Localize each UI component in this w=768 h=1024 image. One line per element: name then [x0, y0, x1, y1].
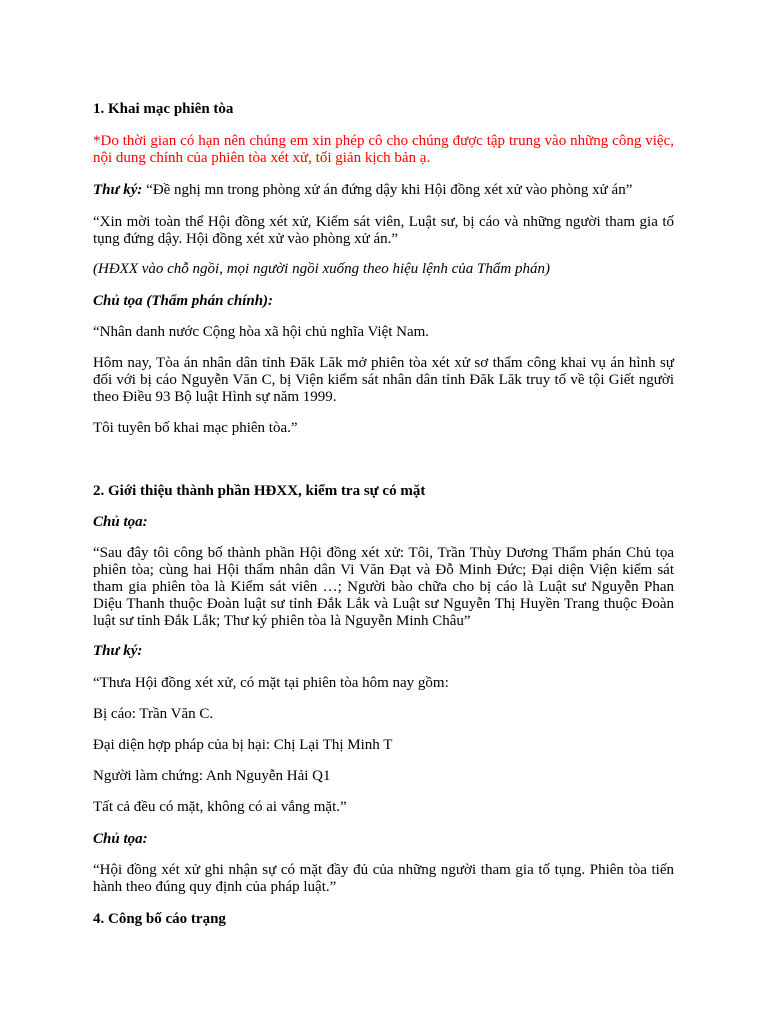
declare-paragraph: “Nhân danh nước Cộng hòa xã hội chủ nghĩa Việt Nam.: [93, 324, 430, 340]
confirm-paragraph: “Hội đồng xét xử ghi nhận sự có mặt đầy đủ của những người tham gia tố tụng. Phiên tòa tiến hành theo đúng quy định của pháp luật.”: [93, 862, 674, 895]
invite-paragraph: “Xin mời toàn thể Hội đồng xét xử, Kiểm sát viên, Luật sư, bị cáo và những người tham gia tố tụng đứng dậy. Hội đồng xét xử vào phòng xử án.”: [93, 214, 674, 247]
speaker-label-presiding: Chủ tọa (Thẩm phán chính):: [93, 293, 274, 309]
witness-line: Người làm chứng: Anh Nguyễn Hải Q1: [93, 768, 331, 784]
today-paragraph: Hôm nay, Tòa án nhân dân tỉnh Đăk Lăk mở phiên tòa xét xử sơ thẩm công khai vụ án hình sự đối với bị cáo Nguyễn Văn C, bị Viện kiểm sát nhân dân tỉnh Đăk Lăk truy tố về tội Giết người theo Điều 93 Bộ luật Hình sự năm 1999.: [93, 355, 674, 405]
secretary-speech: “Đề nghị mn trong phòng xử án đứng dậy khi Hội đồng xét xử vào phòng xử án”: [142, 182, 633, 198]
announce-paragraph: “Sau đây tôi công bố thành phần Hội đồng xét xử: Tôi, Trần Thùy Dương Thẩm phán Chủ tọa phiên tòa; cùng hai Hội thẩm nhân dân Vi Văn Đạt và Đỗ Minh Đức; Đại diện Viện kiểm sát tham gia phiên tòa là Kiểm sát viên …; Người bào chữa cho bị cáo là Luật sư Nguyễn Phan Diệu Thanh thuộc Đoàn luật sư tỉnh Đắk Lắk và Luật sư Nguyễn Thị Huyền Trang thuộc Đoàn luật sư tỉnh Đắk Lắk; Thư ký phiên tòa là Nguyễn Minh Châu”: [93, 545, 674, 629]
open-paragraph: Tôi tuyên bố khai mạc phiên tòa.”: [93, 420, 298, 436]
secretary-line: [93, 182, 674, 199]
stage-direction: (HĐXX vào chỗ ngồi, mọi người ngồi xuống theo hiệu lệnh của Thẩm phán): [93, 261, 550, 277]
defendant-line: Bị cáo: Trần Văn C.: [93, 706, 214, 722]
representative-line: Đại diện hợp pháp của bị hại: Chị Lại Thị Minh T: [93, 737, 393, 753]
speaker-label-secretary-2: Thư ký:: [93, 643, 143, 659]
speaker-label-secretary: Thư ký:: [93, 182, 143, 198]
section-2-heading: 2. Giới thiệu thành phần HĐXX, kiểm tra sự có mặt: [93, 483, 426, 499]
speaker-label-presiding-3: Chủ tọa:: [93, 831, 148, 847]
section-4-heading: 4. Công bố cáo trạng: [93, 911, 226, 927]
section-1-heading: 1. Khai mạc phiên tòa: [93, 101, 234, 117]
note-paragraph: *Do thời gian có hạn nên chúng em xin phép cô cho chúng được tập trung vào những công việc, nội dung chính của phiên tòa xét xử, tối giản kịch bản ạ.: [93, 133, 674, 166]
speaker-label-presiding-2: Chủ tọa:: [93, 514, 148, 530]
report-paragraph: “Thưa Hội đồng xét xử, có mặt tại phiên tòa hôm nay gồm:: [93, 675, 449, 691]
all-present-line: Tất cả đều có mặt, không có ai vắng mặt.”: [93, 799, 347, 815]
